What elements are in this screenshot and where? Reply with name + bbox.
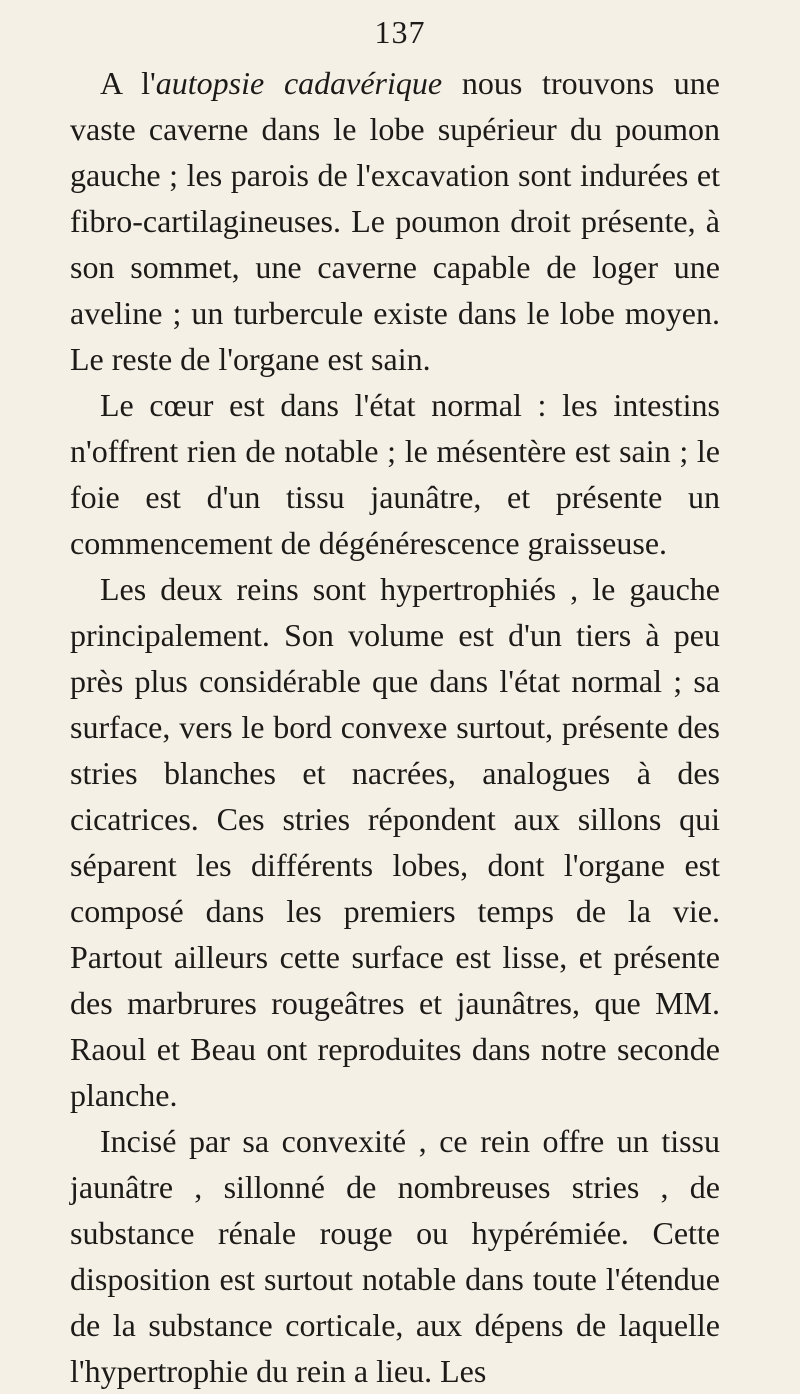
- paragraph-prefix: A l': [100, 65, 156, 101]
- italic-phrase: autopsie cadavérique: [155, 65, 443, 101]
- paragraph-kidneys: Les deux reins sont hypertrophiés , le gauche principalement. Son volume est d'un tiers à peu près plus considérable que dans l'état normal ; sa surface, vers le bord convexe surtout, présente des stries blanches et nacrées, analogues à des cicatrices. Ces stries répondent aux sillons qui séparent les différents lobes, dont l'organe est composé dans les premiers temps de la vie. Partout ailleurs cette surface est lisse, et présente des marbrures rougeâtres et jaunâtres, que MM. Raoul et Beau ont reproduites dans notre seconde planche.: [70, 571, 720, 1113]
- paragraph-text: nous trouvons une vaste caverne dans le lobe supérieur du poumon gauche ; les parois de l'excavation sont indurées et fibro-cartilagineuses. Le poumon droit présente, à son sommet, une caverne capable de loger une aveline ; un turbercule existe dans le lobe moyen. Le reste de l'organe est sain.: [70, 65, 720, 377]
- paragraph-heart: Le cœur est dans l'état normal : les intestins n'offrent rien de notable ; le mésentère est sain ; le foie est d'un tissu jaunâtre, et présente un commencement de dégénérescence graisseuse.: [70, 387, 720, 561]
- text-body: [70, 60, 720, 1394]
- paragraph-incision: Incisé par sa convexité , ce rein offre un tissu jaunâtre , sillonné de nombreuses stries , de substance rénale rouge ou hypérémiée. Cette disposition est surtout notable dans toute l'étendue de la substance corticale, aux dépens de laquelle l'hypertrophie du rein a lieu. Les: [70, 1123, 720, 1389]
- page-number: 137: [374, 14, 426, 50]
- paragraph-autopsy: [70, 60, 720, 382]
